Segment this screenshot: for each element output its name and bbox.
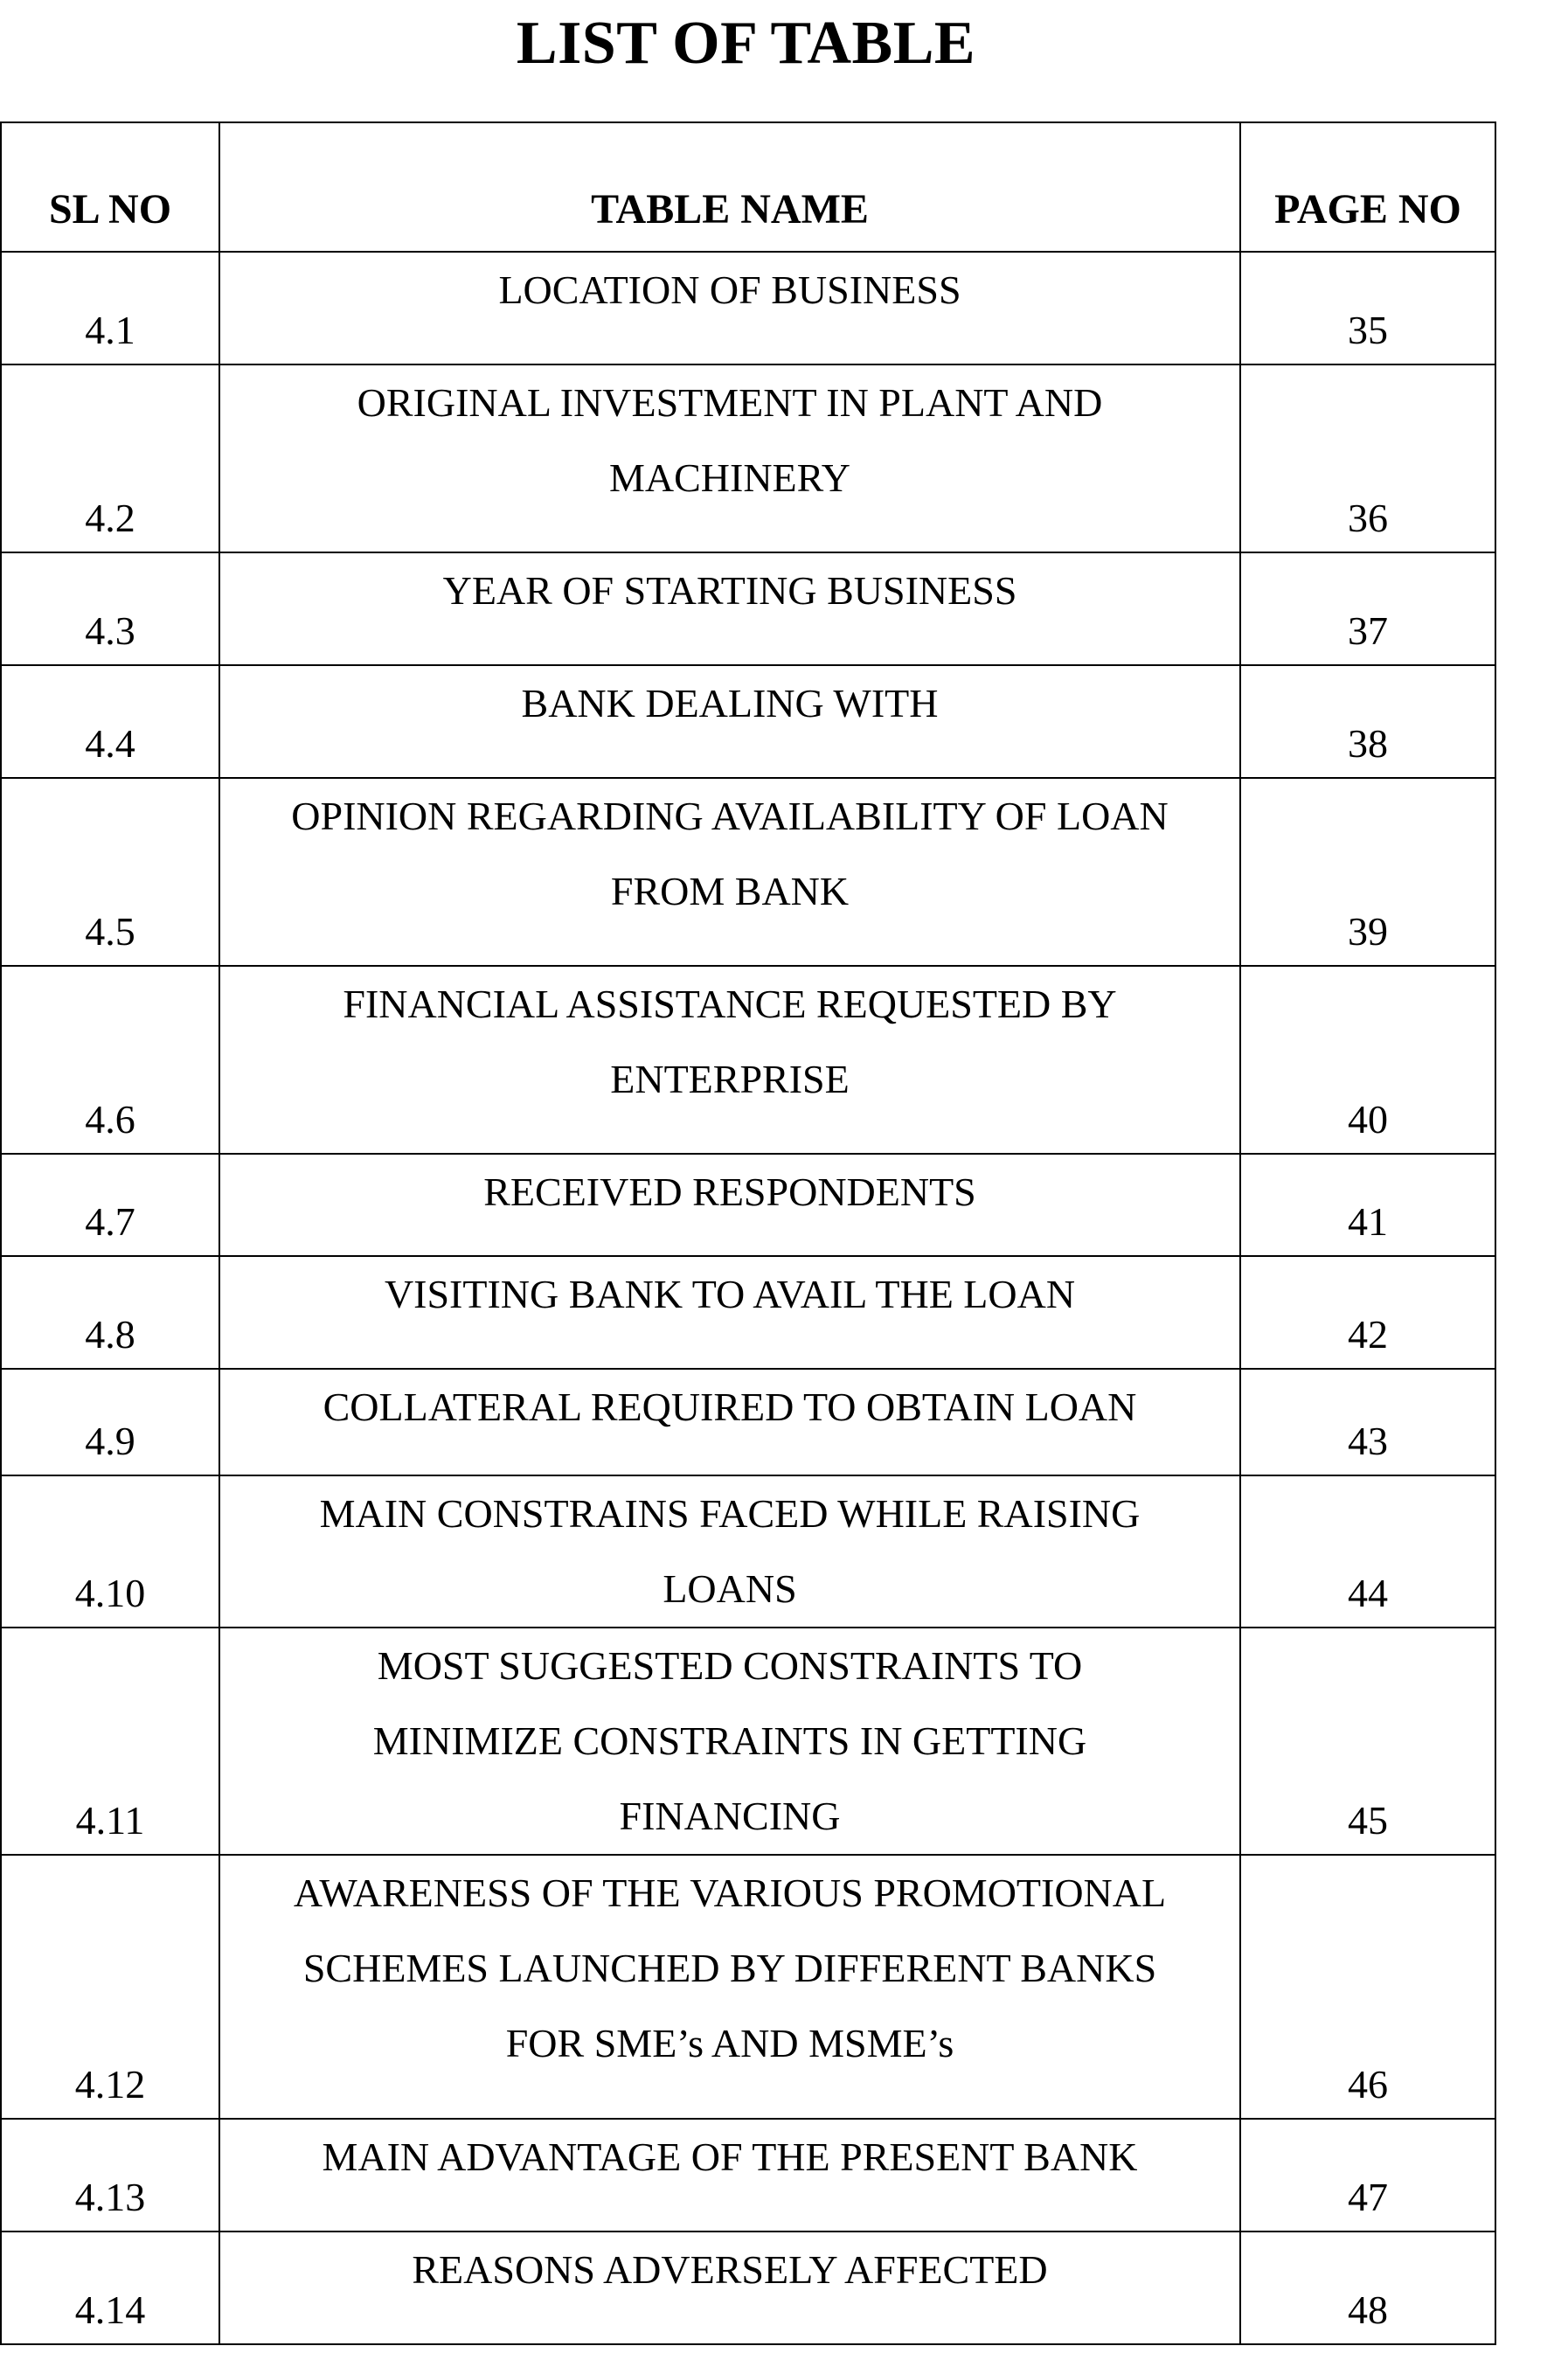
table-row [1,1628,1495,1855]
table-row [1,364,1495,552]
sl-no-cell: 4.7 [1,1154,219,1256]
table-name-line: MACHINERY [608,455,851,500]
page-no-cell: 42 [1240,1256,1495,1369]
table-name-line: MOST SUGGESTED CONSTRAINTS TO [377,1643,1083,1688]
sl-no-cell: 4.12 [1,1855,219,2119]
page-no-cell: 43 [1240,1369,1495,1475]
table-name-cell [219,1154,1240,1256]
sl-no-cell: 4.9 [1,1369,219,1475]
table-name-line: SCHEMES LAUNCHED BY DIFFERENT BANKS [302,1946,1157,1990]
table-row [1,1154,1495,1256]
sl-no-cell: 4.13 [1,2119,219,2232]
table-name-cell [219,364,1240,552]
table-name-line: FINANCIAL ASSISTANCE REQUESTED BY [343,982,1117,1026]
table-name-line: FOR SME’s AND MSME’s [505,2021,954,2065]
table-row [1,2232,1495,2344]
page-no-cell: 39 [1240,778,1495,966]
table-row [1,665,1495,778]
sl-no-cell: 4.1 [1,252,219,364]
list-of-tables [0,121,1496,2345]
table-row [1,2119,1495,2232]
table-name-cell [219,2232,1240,2344]
table-name-line: REASONS ADVERSELY AFFECTED [412,2247,1048,2292]
table-name-cell [219,966,1240,1154]
page-no-cell: 38 [1240,665,1495,778]
page-no-cell: 40 [1240,966,1495,1154]
table-name-line: MAIN CONSTRAINS FACED WHILE RAISING [319,1491,1141,1536]
page-no-cell: 44 [1240,1475,1495,1628]
table-name-cell [219,665,1240,778]
page-no-cell: 41 [1240,1154,1495,1256]
page-no-cell: 48 [1240,2232,1495,2344]
table-name-line: LOANS [663,1566,797,1611]
table-name-line: ORIGINAL INVESTMENT IN PLANT AND [357,380,1103,425]
sl-no-cell: 4.5 [1,778,219,966]
page-no-cell: 46 [1240,1855,1495,2119]
table-name-line: MAIN ADVANTAGE OF THE PRESENT BANK [322,2134,1138,2179]
sl-no-cell: 4.11 [1,1628,219,1855]
page-no-cell: 45 [1240,1628,1495,1855]
table-name-line: BANK DEALING WITH [521,681,939,725]
table-name-cell [219,1475,1240,1628]
table-name-cell [219,552,1240,665]
sl-no-cell: 4.2 [1,364,219,552]
header-table-name: TABLE NAME [219,122,1240,252]
table-name-line: RECEIVED RESPONDENTS [483,1170,976,1214]
table-row [1,552,1495,665]
table-row [1,1369,1495,1475]
sl-no-cell: 4.4 [1,665,219,778]
header-page-no: PAGE NO [1240,122,1495,252]
table-name-cell [219,1628,1240,1855]
table-name-line: LOCATION OF BUSINESS [498,267,961,312]
header-sl-no: SL NO [1,122,219,252]
sl-no-cell: 4.10 [1,1475,219,1628]
table-row [1,778,1495,966]
table-name-cell [219,1256,1240,1369]
table-name-cell [219,778,1240,966]
table-name-cell [219,1369,1240,1475]
table-row [1,1855,1495,2119]
table-name-line: OPINION REGARDING AVAILABILITY OF LOAN [291,794,1169,838]
table-name-line: ENTERPRISE [610,1057,850,1101]
table-row [1,1256,1495,1369]
table-name-line: MINIMIZE CONSTRAINTS IN GETTING [372,1718,1087,1763]
table-row [1,966,1495,1154]
sl-no-cell: 4.6 [1,966,219,1154]
table-name-line: YEAR OF STARTING BUSINESS [442,568,1017,613]
page-no-cell: 36 [1240,364,1495,552]
table-row [1,252,1495,364]
page-no-cell: 47 [1240,2119,1495,2232]
table-name-cell [219,252,1240,364]
table-name-line: VISITING BANK TO AVAIL THE LOAN [384,1272,1076,1316]
page-no-cell: 35 [1240,252,1495,364]
table-name-line: FINANCING [619,1794,841,1838]
table-row [1,1475,1495,1628]
sl-no-cell: 4.8 [1,1256,219,1369]
table-name-line: FROM BANK [610,869,850,913]
table-name-line: AWARENESS OF THE VARIOUS PROMOTIONAL [293,1871,1167,1915]
page-no-cell: 37 [1240,552,1495,665]
sl-no-cell: 4.14 [1,2232,219,2344]
table-name-cell [219,1855,1240,2119]
sl-no-cell: 4.3 [1,552,219,665]
table-name-line: COLLATERAL REQUIRED TO OBTAIN LOAN [323,1385,1137,1429]
table-header-row [1,122,1495,252]
page-title: LIST OF TABLE [516,10,976,77]
table-name-cell [219,2119,1240,2232]
